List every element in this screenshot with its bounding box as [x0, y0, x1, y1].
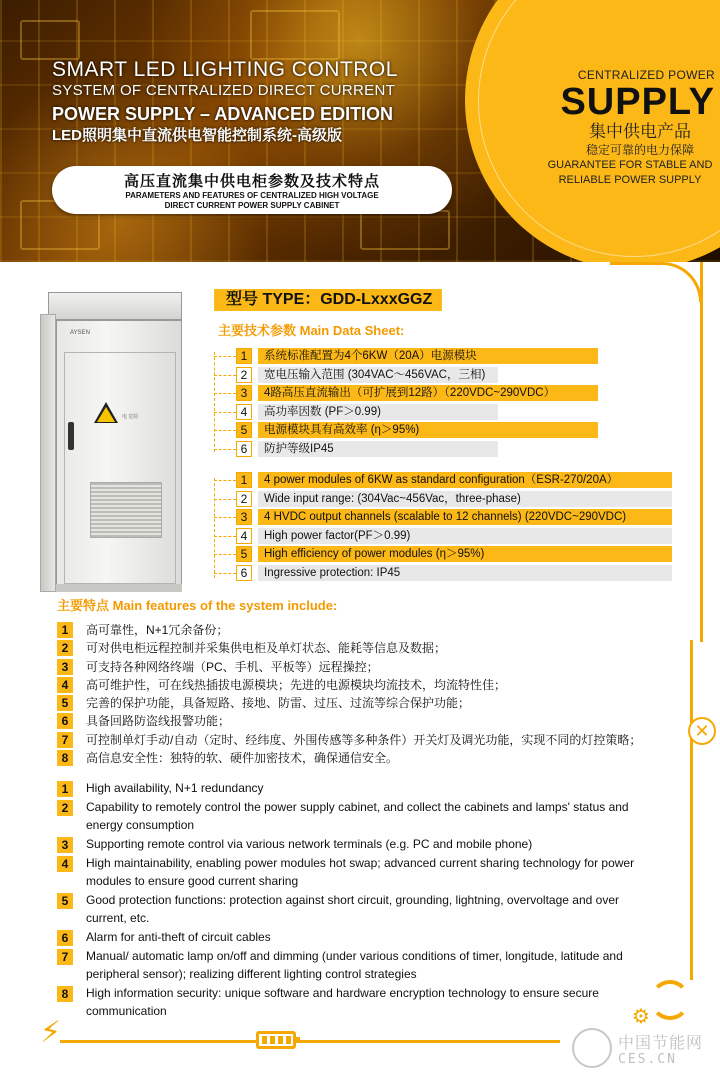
spec-text: High power factor(PF＞0.99) [258, 528, 672, 544]
feature-text: 可控制单灯手动/自动（定时、经纬度、外围传感等多种条件）开关灯及调光功能，实现不同的灯控策略； [86, 732, 642, 747]
cabinet-base [56, 584, 182, 592]
spec-text: High efficiency of power modules (η＞95%) [258, 546, 672, 562]
spec-bracket [214, 480, 236, 481]
circuit-decoration [250, 10, 340, 60]
parameters-title-en-2: DIRECT CURRENT POWER SUPPLY CABINET [164, 201, 340, 210]
spec-number: 5 [236, 422, 252, 438]
cabinet-side [40, 314, 56, 592]
spec-text: 4 HVDC output channels (scalable to 12 channels) (220VDC~290VDC) [258, 509, 672, 525]
feature-text: Capability to remotely control the power supply cabinet, and collect the cabinets and lamps' status and energy consumption [86, 799, 629, 833]
badge-cn-product: 集中供电产品 [589, 122, 691, 141]
watermark-cn: 中国节能网 [618, 1035, 704, 1052]
feature-item [57, 749, 641, 767]
cabinet-roof [48, 292, 182, 320]
spec-bracket [214, 536, 236, 537]
features-list-cn [57, 621, 641, 767]
spec-bracket [214, 412, 236, 413]
feature-text: 高可靠性，N+1冗余备份； [86, 623, 229, 637]
feature-item [57, 984, 647, 1021]
spec-bracket [214, 449, 236, 450]
spec-number: 4 [236, 404, 252, 420]
recycle-icon [650, 980, 690, 1020]
badge-cn-guarantee: 稳定可靠的电力保障 [585, 143, 694, 157]
feature-number: 5 [57, 695, 73, 711]
frame-line-bottom [60, 1040, 560, 1043]
spec-text: 4路高压直流输出（可扩展到12路）（220VDC~290VDC） [258, 385, 598, 401]
badge-en-line-1: GUARANTEE FOR STABLE AND [547, 159, 713, 171]
spec-bracket [214, 430, 236, 431]
datasheet-title: 主要技术参数 Main Data Sheet: [218, 323, 405, 338]
feature-text: 完善的保护功能，具备短路、接地、防雷、过压、过流等综合保护功能； [86, 696, 471, 711]
parameters-title-en-1: PARAMETERS AND FEATURES OF CENTRALIZED HIGH VOLTAGE [125, 191, 379, 200]
feature-number: 2 [57, 640, 73, 656]
circuit-decoration [360, 210, 450, 250]
spec-bracket-line [214, 478, 215, 578]
warning-icon-fill [97, 407, 115, 422]
spec-bracket [214, 554, 236, 555]
cabinet-vent [90, 482, 162, 538]
feature-item [57, 891, 647, 928]
spec-bracket [214, 499, 236, 500]
close-circle-icon: ✕ [688, 717, 716, 745]
feature-text: Alarm for anti-theft of circuit cables [86, 929, 271, 944]
feature-text: 高信息安全性：独特的软、硬件加密技术，确保通信安全。 [86, 751, 399, 766]
frame-curve [610, 262, 702, 302]
feature-number: 8 [57, 986, 73, 1002]
features-list-en [57, 779, 647, 1021]
feature-number: 2 [57, 800, 73, 816]
feature-item [57, 928, 647, 946]
feature-text: High information security: unique software and hardware encryption technology to ensure secure communication [86, 985, 599, 1019]
cabinet-logo: AYSEN [70, 330, 90, 336]
spec-number: 1 [236, 348, 252, 364]
header-banner [0, 0, 720, 262]
spec-bracket [214, 356, 236, 357]
features-title: 主要特点 Main features of the system include: [57, 598, 338, 613]
cabinet-handle [68, 422, 74, 450]
feature-number: 3 [57, 837, 73, 853]
feature-item [57, 639, 641, 657]
feature-item [57, 854, 647, 891]
title-cn: LED照明集中直流供电智能控制系统-高级版 [52, 127, 342, 144]
title-line-1: SMART LED LIGHTING CONTROL [52, 58, 398, 81]
feature-number: 5 [57, 893, 73, 909]
title-line-2: SYSTEM OF CENTRALIZED DIRECT CURRENT [52, 82, 396, 99]
feature-item [57, 798, 647, 835]
watermark-logo-icon [572, 1028, 612, 1068]
feature-item [57, 779, 647, 797]
parameters-title-cn: 高压直流集中供电柜参数及技术特点 [123, 173, 380, 190]
feature-item [57, 694, 641, 712]
spec-number: 2 [236, 491, 252, 507]
spec-text: 电源模块具有高效率 (η＞95%) [258, 422, 598, 438]
feature-item [57, 947, 647, 984]
feature-text: 可对供电柜远程控制并采集供电柜及单灯状态、能耗等信息及数据； [86, 641, 447, 656]
gear-icon: ⚙ [632, 1006, 650, 1028]
model-type-label: 型号 TYPE：GDD-LxxxGGZ [226, 291, 433, 308]
title-line-3: POWER SUPPLY – ADVANCED EDITION [52, 104, 394, 124]
badge-small-title: CENTRALIZED POWER [577, 68, 715, 82]
supply-badge-text [505, 68, 715, 188]
spec-bracket [214, 573, 236, 574]
spec-number: 6 [236, 441, 252, 457]
feature-text: 可支持各种网络终端（PC、手机、平板等）远程操控； [86, 659, 379, 674]
spec-bracket-line [214, 352, 215, 452]
spec-text: Ingressive protection: IP45 [258, 565, 672, 581]
spec-bracket [214, 517, 236, 518]
feature-text: 高可维护性，可在线热插拔电源模块；先进的电源模块均流技术，均流特性佳； [86, 677, 507, 692]
feature-number: 1 [57, 781, 73, 797]
watermark-en: CES.CN [618, 1052, 677, 1067]
spec-number: 4 [236, 528, 252, 544]
feature-number: 1 [57, 622, 73, 638]
cabinet-door [64, 352, 176, 584]
badge-en-line-2: RELIABLE POWER SUPPLY [558, 174, 702, 186]
feature-number: 4 [57, 677, 73, 693]
spec-text: 防护等级IP45 [258, 441, 498, 457]
feature-item [57, 731, 641, 749]
lightning-bolt-icon: ⚡ [40, 1016, 62, 1049]
feature-item [57, 835, 647, 853]
spec-text: 4 power modules of 6KW as standard configuration（ESR-270/20A） [258, 472, 672, 488]
feature-item [57, 621, 641, 639]
frame-line-right [700, 262, 703, 642]
feature-item [57, 712, 641, 730]
feature-number: 7 [57, 949, 73, 965]
feature-number: 7 [57, 732, 73, 748]
feature-number: 6 [57, 713, 73, 729]
badge-big-title: SUPPLY [560, 81, 715, 123]
feature-number: 6 [57, 930, 73, 946]
feature-text: Supporting remote control via various network terminals (e.g. PC and mobile phone) [86, 836, 533, 851]
power-cabinet-image [40, 292, 182, 592]
feature-text: 具备回路防盗线报警功能； [86, 714, 231, 729]
spec-text: 宽电压输入范围 (304VAC～456VAC，三相) [258, 367, 498, 383]
feature-text: Good protection functions: protection against short circuit, grounding, lightning, overvoltage and over current, etc. [86, 892, 619, 926]
spec-number: 2 [236, 367, 252, 383]
spec-bracket [214, 393, 236, 394]
feature-number: 3 [57, 659, 73, 675]
spec-number: 3 [236, 509, 252, 525]
feature-item [57, 676, 641, 694]
spec-number: 3 [236, 385, 252, 401]
frame-line-right-lower [690, 640, 693, 980]
spec-text: 高功率因数 (PF＞0.99) [258, 404, 498, 420]
header-title-block [52, 58, 432, 146]
feature-number: 8 [57, 750, 73, 766]
circuit-decoration [20, 20, 80, 60]
spec-text: Wide input range: (304Vac~456Vac，three-phase) [258, 491, 672, 507]
cabinet-warning-text: 电 危险 [122, 414, 139, 420]
feature-text: Manual/ automatic lamp on/off and dimming (under various conditions of timer, longitude, latitude and peripheral sensor); realizing different lighting control strategies [86, 948, 623, 981]
battery-icon [256, 1031, 296, 1049]
spec-number: 1 [236, 472, 252, 488]
feature-text: High availability, N+1 redundancy [86, 781, 264, 795]
parameters-title-pill [52, 166, 452, 214]
spec-text: 系统标准配置为4个6KW（20A）电源模块 [258, 348, 598, 364]
spec-number: 6 [236, 565, 252, 581]
spec-bracket [214, 375, 236, 376]
feature-text: High maintainability, enabling power modules hot swap; advanced current sharing technology for power modules to ensure good current sharing [86, 855, 635, 888]
feature-item [57, 658, 641, 676]
feature-number: 4 [57, 856, 73, 872]
spec-number: 5 [236, 546, 252, 562]
